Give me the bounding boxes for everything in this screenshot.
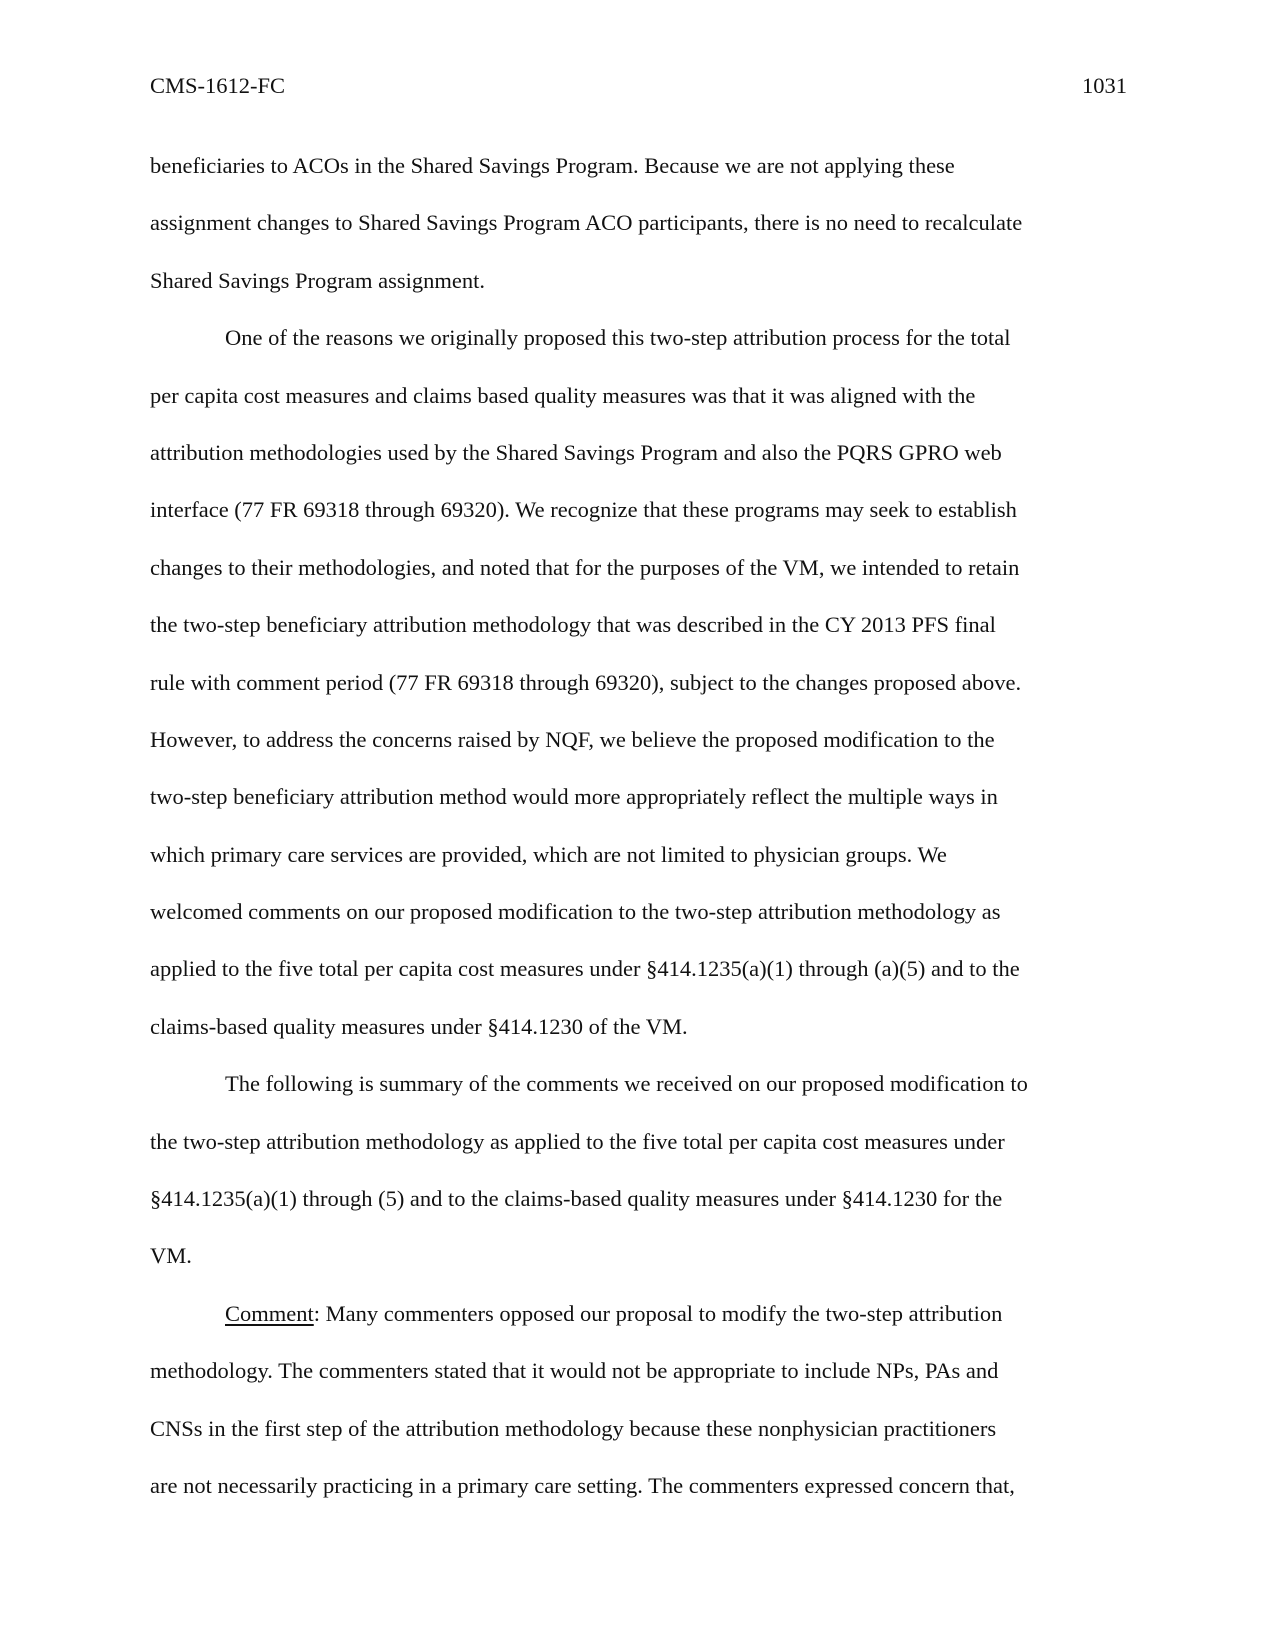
- text-line: VM.: [150, 1243, 192, 1269]
- text-line: methodology. The commenters stated that it would not be appropriate to include NPs, PAs and: [150, 1358, 999, 1384]
- text-line: are not necessarily practicing in a primary care setting. The commenters expressed concern that,: [150, 1472, 1015, 1498]
- text-line: beneficiaries to ACOs in the Shared Savings Program. Because we are not applying these: [150, 153, 955, 178]
- paragraph-start-line: The following is summary of the comments we received on our proposed modification to: [225, 1071, 1028, 1097]
- page-number: 1031: [1082, 73, 1127, 98]
- text-line: welcomed comments on our proposed modification to the two-step attribution methodology as: [150, 899, 1001, 925]
- text-line: the two-step attribution methodology as applied to the five total per capita cost measures under: [150, 1128, 1005, 1154]
- text-line: §414.1235(a)(1) through (5) and to the claims-based quality measures under §414.1230 for the: [150, 1186, 1003, 1212]
- document-id: CMS-1612-FC: [150, 73, 286, 98]
- paragraph-start-line: One of the reasons we originally proposed this two-step attribution process for the total: [225, 325, 1011, 351]
- body-text: [150, 137, 1130, 1514]
- text-line: applied to the five total per capita cost measures under §414.1235(a)(1) through (a)(5) and to the: [150, 956, 1020, 982]
- text-line: Shared Savings Program assignment.: [150, 267, 485, 293]
- comment-label: Comment: [225, 1300, 314, 1326]
- text-line: the two-step beneficiary attribution methodology that was described in the CY 2013 PFS final: [150, 612, 996, 638]
- text-line: rule with comment period (77 FR 69318 through 69320), subject to the changes proposed above.: [150, 669, 1022, 695]
- text-line: which primary care services are provided, which are not limited to physician groups. We: [150, 841, 947, 867]
- text-line: CNSs in the first step of the attribution methodology because these nonphysician practitioners: [150, 1415, 997, 1441]
- text-line: interface (77 FR 69318 through 69320). We recognize that these programs may seek to establish: [150, 497, 1017, 523]
- text-line: changes to their methodologies, and noted that for the purposes of the VM, we intended to retain: [150, 554, 1020, 580]
- comment-line: [150, 1285, 1130, 1342]
- text-line: per capita cost measures and claims based quality measures was that it was aligned with the: [150, 382, 976, 408]
- text-line: claims-based quality measures under §414.1230 of the VM.: [150, 1013, 688, 1039]
- text-line: attribution methodologies used by the Shared Savings Program and also the PQRS GPRO web: [150, 439, 1002, 465]
- comment-text: : Many commenters opposed our proposal to modify the two-step attribution: [313, 1300, 1003, 1326]
- text-line: two-step beneficiary attribution method would more appropriately reflect the multiple ways in: [150, 784, 998, 810]
- text-line: However, to address the concerns raised by NQF, we believe the proposed modification to the: [150, 726, 995, 752]
- text-line: assignment changes to Shared Savings Program ACO participants, there is no need to recalculate: [150, 210, 1023, 236]
- page-header: [150, 70, 1127, 102]
